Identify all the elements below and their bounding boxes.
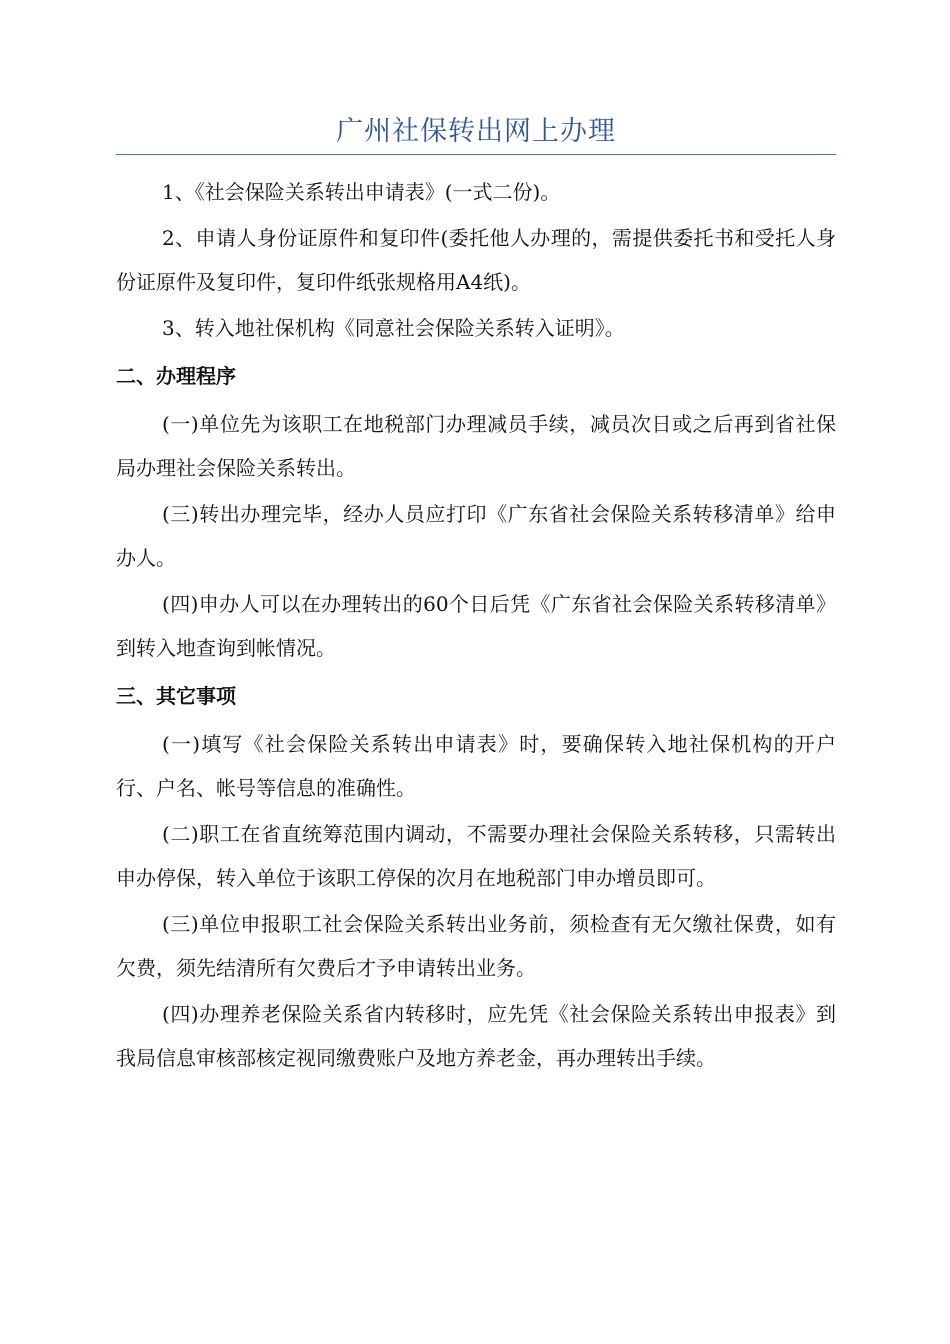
- paragraph-procedure-1: (一)单位先为该职工在地税部门办理减员手续，减员次日或之后再到省社保局办理社会保险关系转出。: [116, 412, 836, 480]
- paragraph-procedure-4: (四)申办人可以在办理转出的60个日后凭《广东省社会保险关系转移清单》到转入地查询到帐情况。: [116, 592, 836, 660]
- document-body: [116, 170, 836, 1082]
- paragraph-item-2: 2、申请人身份证原件和复印件(委托他人办理的，需提供委托书和受托人身份证原件及复印件，复印件纸张规格用A4纸)。: [116, 226, 836, 294]
- paragraph-other-3: (三)单位申报职工社会保险关系转出业务前，须检查有无欠缴社保费，如有欠费，须先结清所有欠费后才予申请转出业务。: [116, 912, 836, 980]
- section-heading-other-matters: 三、其它事项: [116, 684, 236, 708]
- paragraph-procedure-3: (三)转出办理完毕，经办人员应打印《广东省社会保险关系转移清单》给申办人。: [116, 502, 836, 570]
- title-underline: [116, 154, 836, 155]
- document-title: 广州社保转出网上办理: [336, 116, 616, 147]
- paragraph-item-1: 1、《社会保险关系转出申请表》(一式二份)。: [162, 180, 561, 204]
- section-heading-procedure: 二、办理程序: [116, 364, 236, 388]
- paragraph-other-1: (一)填写《社会保险关系转出申请表》时，要确保转入地社保机构的开户行、户名、帐号等信息的准确性。: [116, 732, 836, 800]
- paragraph-other-4: (四)办理养老保险关系省内转移时，应先凭《社会保险关系转出申报表》到我局信息审核部核定视同缴费账户及地方养老金，再办理转出手续。: [116, 1002, 836, 1070]
- paragraph-other-2: (二)职工在省直统筹范围内调动，不需要办理社会保险关系转移，只需转出申办停保，转入单位于该职工停保的次月在地税部门申办增员即可。: [116, 822, 836, 890]
- paragraph-item-3: 3、转入地社保机构《同意社会保险关系转入证明》。: [162, 316, 625, 340]
